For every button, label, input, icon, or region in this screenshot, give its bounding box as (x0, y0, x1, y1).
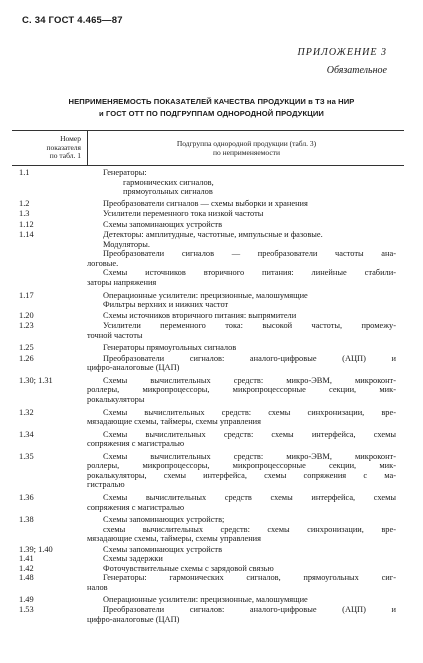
table-row (12, 311, 404, 321)
appendix-title: ПРИЛОЖЕНИЕ 3 (297, 47, 387, 58)
text-line: Схемы задержки (103, 554, 163, 564)
subgroup-text (87, 493, 396, 512)
text-line: Преобразователи сигналов: аналого-цифровые (АЦП) и (103, 604, 396, 614)
text-line: Схемы запоминающих устройств (103, 219, 223, 229)
document-title (20, 96, 403, 120)
table-row (12, 595, 404, 605)
title-line-1: НЕПРИМЕНЯЕМОСТЬ ПОКАЗАТЕЛЕЙ КАЧЕСТВА ПРОДУКЦИИ в ТЗ на НИР (68, 97, 355, 106)
text-line: налов (87, 582, 108, 592)
indicator-number: 1.20 (19, 310, 34, 320)
table-row (12, 209, 404, 219)
subgroup-text (87, 408, 396, 427)
subgroup-text (87, 545, 396, 555)
subgroup-text (87, 554, 396, 564)
indicator-number: 1.35 (19, 451, 34, 461)
text-line: цифро-аналоговые (ЦАП) (87, 614, 180, 624)
text-line: Усилители переменного тока: высокой частоты, промежу- (103, 321, 396, 331)
text-line: схемы вычислительных средств: схемы синхронизации, вре- (103, 524, 396, 534)
indicator-number: 1.23 (19, 321, 34, 331)
text-line: логовые. (87, 258, 119, 268)
subgroup-text (87, 430, 396, 449)
text-line: Схемы запоминающих устройств; (103, 515, 225, 525)
indicator-number: 1.48 (19, 573, 34, 583)
table-row (12, 545, 404, 555)
header-col-indicator-number: Номер показателя по табл. 1 (12, 131, 88, 165)
text-line: Схемы источников вторичного питания: линейные стабили- (103, 268, 396, 278)
subgroup-text (87, 595, 396, 605)
subgroup-text (87, 343, 396, 353)
table-row (12, 220, 404, 230)
indicator-number: 1.36 (19, 492, 34, 502)
table-row (12, 354, 404, 373)
table-row (12, 493, 404, 512)
text-line: Фильтры верхних и нижних частот (103, 300, 229, 310)
table-row (12, 430, 404, 449)
text-line: Усилители переменного тока низкой частоты (103, 209, 264, 219)
table-row (12, 343, 404, 353)
subgroup-text (87, 515, 396, 544)
table-row (12, 168, 404, 197)
text-line: точной частоты (87, 330, 143, 340)
indicator-number: 1.41 (19, 554, 34, 564)
indicator-number: 1.1 (19, 168, 30, 177)
text-line: Схемы вычислительных средств: микро-ЭВМ, микроконт- (103, 451, 396, 461)
table-header (12, 130, 404, 166)
subgroup-text (87, 564, 396, 574)
appendix-subtitle: Обязательное (326, 65, 387, 76)
subgroup-text (87, 291, 396, 310)
text-line: Преобразователи сигналов — преобразователи частоты ана- (103, 249, 396, 259)
text-line: гистралью (87, 480, 125, 490)
indicator-number: 1.30; 1.31 (19, 375, 53, 385)
table-row (12, 408, 404, 427)
text-line: Генераторы прямоугольных сигналов (103, 343, 237, 353)
table-row (12, 515, 404, 544)
subgroup-text (87, 376, 396, 405)
subgroup-text (87, 230, 396, 287)
subgroup-text (87, 199, 396, 209)
indicator-number: 1.42 (19, 563, 34, 573)
text-line: прямоугольных сигналов (123, 187, 213, 197)
table-row (12, 573, 404, 592)
text-line: рокалькуляторы (87, 395, 145, 405)
text-line: Модуляторы. (103, 239, 150, 249)
indicator-number: 1.26 (19, 353, 34, 363)
indicator-number: 1.34 (19, 429, 34, 439)
indicator-number: 1.14 (19, 230, 34, 240)
indicator-number: 1.17 (19, 290, 34, 300)
text-line: Операционные усилители: прецизионные, малошумящие (103, 595, 308, 605)
indicator-number: 1.3 (19, 209, 30, 219)
indicator-number: 1.25 (19, 343, 34, 353)
text-line: мязадающие схемы, таймеры, схемы управления (87, 534, 262, 544)
title-line-2: и ГОСТ ОТТ ПО ПОДГРУППАМ ОДНОРОДНОЙ ПРОДУКЦИИ (98, 109, 324, 118)
appendix-label (298, 44, 388, 80)
table-row (12, 564, 404, 574)
text-line: рокалькуляторы, схемы интерфейса, схемы сопряжения с ма- (87, 470, 396, 480)
table-body (12, 168, 404, 624)
text-line: Операционные усилители: прецизионные, малошумящие (103, 290, 308, 300)
text-line: сопряжения с магистралью (87, 439, 185, 449)
table-row (12, 291, 404, 310)
page-header: С. 34 ГОСТ 4.465—87 (22, 15, 123, 26)
text-line: заторы напряжения (87, 278, 157, 288)
table-row (12, 554, 404, 564)
text-line: Схемы запоминающих устройств (103, 544, 223, 554)
text-line: сопряжения с магистралью (87, 502, 185, 512)
subgroup-text (87, 452, 396, 490)
indicator-number: 1.39; 1.40 (19, 544, 53, 554)
text-line: Схемы вычислительных средств: схемы синхронизации, вре- (103, 407, 396, 417)
indicator-number: 1.49 (19, 595, 34, 605)
table-row (12, 199, 404, 209)
subgroup-text (87, 168, 396, 197)
header-col-subgroup: Подгруппа однородной продукции (табл. 3) по неприменяемости (176, 139, 317, 157)
text-line: Схемы вычислительных средств схемы интерфейса, схемы (103, 492, 396, 502)
table-row (12, 376, 404, 405)
text-line: Фоточувствительные схемы с зарядовой связью (103, 563, 274, 573)
text-line: роллеры, микропроцессоры, микропроцессорные секции, мик- (87, 461, 396, 471)
subgroup-text (87, 605, 396, 624)
indicator-number: 1.53 (19, 604, 34, 614)
text-line: мязадающие схемы, таймеры, схемы управления (87, 417, 262, 427)
text-line: гармонических сигналов, (123, 177, 214, 187)
table-row (12, 605, 404, 624)
table-row (12, 452, 404, 490)
text-line: Генераторы: (103, 168, 147, 177)
subgroup-text (87, 220, 396, 230)
text-line: цифро-аналоговые (ЦАП) (87, 363, 180, 373)
subgroup-text (87, 209, 396, 219)
subgroup-text (87, 354, 396, 373)
text-line: Схемы вычислительных средств: микро-ЭВМ, микроконт- (103, 375, 396, 385)
text-line: Схемы вычислительных средств: схемы интерфейса, схемы (103, 429, 396, 439)
text-line: Преобразователи сигналов: аналого-цифровые (АЦП) и (103, 353, 396, 363)
subgroup-text (87, 321, 396, 340)
indicator-number: 1.32 (19, 407, 34, 417)
text-line: Схемы источников вторичного питания: выпрямители (103, 310, 297, 320)
indicator-number: 1.12 (19, 219, 34, 229)
indicator-number: 1.2 (19, 198, 30, 208)
subgroup-text (87, 573, 396, 592)
table-row (12, 230, 404, 287)
text-line: Преобразователи сигналов — схемы выборки и хранения (103, 198, 308, 208)
subgroup-text (87, 311, 396, 321)
text-line: Детекторы: амплитудные, частотные, импульсные и фазовые. (103, 230, 323, 240)
indicator-number: 1.38 (19, 515, 34, 525)
table-row (12, 321, 404, 340)
text-line: Генераторы: гармонических сигналов, прямоугольных сиг- (103, 573, 396, 583)
text-line: роллеры, микропроцессоры, микропроцессорные секции, мик- (87, 385, 396, 395)
